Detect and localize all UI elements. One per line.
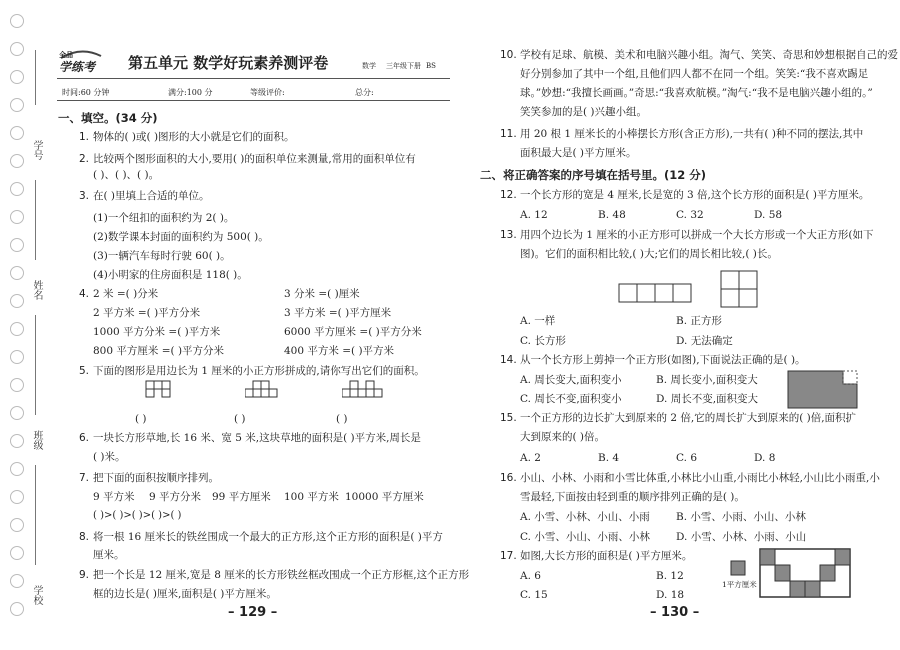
binding-hole — [10, 378, 24, 392]
full-score-info: 满分:100 分 — [168, 88, 213, 97]
q15-option-b: B. 4 — [598, 452, 620, 464]
q4-number: 4. — [79, 288, 90, 300]
section-1-title: 一、填空。(34 分) — [58, 111, 158, 125]
q11-text-line2: 面积最大是( )平方厘米。 — [520, 147, 637, 159]
binding-hole — [10, 126, 24, 140]
binding-hole — [10, 490, 24, 504]
q4-cell: 2 米 =( )分米 — [93, 288, 159, 300]
q12-option-d: D. 58 — [754, 209, 783, 221]
q12-option-a: A. 12 — [520, 209, 548, 221]
binding-hole — [10, 322, 24, 336]
q15-text-line1: 一个正方形的边长扩大到原来的 2 倍,它的周长扩大到原来的( )倍,面积扩 — [520, 412, 857, 424]
q13-figure — [618, 270, 778, 310]
q10-text-line: 笑笑参加的是( )兴趣小组。 — [520, 106, 648, 118]
logo-top-text: 全品 — [59, 51, 73, 59]
q6-text-line2: ( )米。 — [93, 451, 126, 463]
edition-label: BS — [426, 62, 436, 70]
q14-option-a: A. 周长变大,面积变小 — [520, 374, 622, 386]
q14-text: 从一个长方形上剪掉一个正方形(如图),下面说法正确的是( )。 — [520, 354, 806, 366]
binding-hole — [10, 602, 24, 616]
q11-number: 11. — [500, 128, 517, 140]
q12-text: 一个长方形的宽是 4 厘米,长是宽的 3 倍,这个长方形的面积是( )平方厘米。 — [520, 189, 870, 201]
q3-item: (1)一个纽扣的面积约为 2( )。 — [93, 212, 235, 224]
q13-text-line2: 图)。它们的面积相比较,( )大;它们的周长相比较,( )长。 — [520, 248, 778, 260]
binding-hole — [10, 546, 24, 560]
q5-answer-blank: ( ) — [234, 413, 246, 425]
q15-option-a: A. 2 — [520, 452, 541, 464]
binding-hole — [10, 70, 24, 84]
q16-text-line1: 小山、小林、小雨和小雪比体重,小林比小山重,小雨比小林轻,小山比小雨重,小 — [520, 472, 880, 484]
q17-option-a: A. 6 — [520, 570, 541, 582]
binding-hole — [10, 518, 24, 532]
page-number-right: – 130 – — [650, 605, 700, 620]
q13-number: 13. — [500, 229, 517, 241]
q17-text: 如图,大长方形的面积是( )平方厘米。 — [520, 550, 693, 562]
binding-hole — [10, 462, 24, 476]
q4-cell: 6000 平方厘米 =( )平方分米 — [284, 326, 422, 338]
q15-option-c: C. 6 — [676, 452, 698, 464]
q17-option-d: D. 18 — [656, 589, 685, 601]
grade-label: 三年级下册 — [386, 62, 421, 70]
q2-number: 2. — [79, 153, 90, 165]
q3-intro: 在( )里填上合适的单位。 — [93, 190, 210, 202]
q16-option-d: D. 小雪、小林、小雨、小山 — [676, 531, 807, 543]
q10-text-line: 学校有足球、航模、美术和电脑兴趣小组。淘气、笑笑、奇思和妙想根据自己的爱 — [520, 49, 898, 61]
time-info: 时间:60 分钟 — [62, 88, 110, 97]
q5-answer-blank: ( ) — [135, 413, 147, 425]
q9-text-line1: 把一个长是 12 厘米,宽是 8 厘米的长方形铁丝框改围成一个正方形框,这个正方形 — [93, 569, 470, 581]
q3-number: 3. — [79, 190, 90, 202]
q5-text: 下面的图形是用边长为 1 厘米的小正方形拼成的,请你写出它们的面积。 — [93, 365, 425, 377]
q8-text-line2: 厘米。 — [93, 549, 125, 561]
page-number-left: – 129 – — [228, 605, 278, 620]
q5-figure-1 — [142, 380, 182, 400]
q7-order-blanks: ( )>( )>( )>( )>( ) — [93, 510, 182, 521]
q10-text-line: 球。”妙想:“我擅长画画。”奇思:“我喜欢航模。”淘气:“我不是电脑兴趣小组的。” — [520, 87, 873, 99]
q7-value: 100 平方米 — [284, 491, 339, 503]
binding-hole — [10, 42, 24, 56]
q3-item: (4)小明家的住房面积是 118( )。 — [93, 269, 248, 281]
q17-option-b: B. 12 — [656, 570, 684, 582]
q16-number: 16. — [500, 472, 517, 484]
binding-hole — [10, 350, 24, 364]
q5-answer-blank: ( ) — [336, 413, 348, 425]
q7-number: 7. — [79, 472, 90, 484]
q15-option-d: D. 8 — [754, 452, 776, 464]
q16-option-c: C. 小雪、小山、小雨、小林 — [520, 531, 650, 543]
binding-hole — [10, 182, 24, 196]
q4-cell: 400 平方米 =( )平方米 — [284, 345, 395, 357]
q5-figure-3 — [342, 380, 392, 400]
q16-option-b: B. 小雪、小雨、小山、小林 — [676, 511, 806, 523]
q12-number: 12. — [500, 189, 517, 201]
binding-line — [35, 315, 36, 415]
subject-label: 数学 — [362, 62, 376, 70]
q5-number: 5. — [79, 365, 90, 377]
class-label: 班级 — [31, 430, 42, 450]
header-rule-bottom — [57, 100, 450, 101]
q12-option-b: B. 48 — [598, 209, 626, 221]
q13-option-d: D. 无法确定 — [676, 335, 733, 347]
q2-text-line2: ( )、( )、( )。 — [93, 169, 160, 181]
binding-hole — [10, 14, 24, 28]
binding-hole — [10, 406, 24, 420]
q17-figure — [726, 546, 856, 601]
q5-figure-2 — [245, 380, 285, 400]
publisher-logo — [57, 48, 105, 74]
q3-item: (3)一辆汽车每时行驶 60( )。 — [93, 250, 231, 262]
section-2-title: 二、将正确答案的序号填在括号里。(12 分) — [480, 168, 707, 182]
q10-text-line: 好分别参加了其中一个组,且他们四人都不在同一个组。笑笑:“我不喜欢踢足 — [520, 68, 869, 80]
q7-value: 10000 平方厘米 — [345, 491, 424, 503]
q4-cell: 1000 平方分米 =( )平方米 — [93, 326, 221, 338]
q2-text-line1: 比较两个图形面积的大小,要用( )的面积单位来测量,常用的面积单位有 — [93, 153, 416, 165]
q14-figure — [787, 370, 859, 410]
binding-hole — [10, 210, 24, 224]
binding-line — [35, 465, 36, 565]
q1-text: 物体的( )或( )图形的大小就是它们的面积。 — [93, 131, 295, 143]
q8-number: 8. — [79, 531, 90, 543]
q9-text-line2: 框的边长是( )厘米,面积是( )平方厘米。 — [93, 588, 277, 600]
logo-main-text: 学练考 — [59, 60, 96, 74]
q17-number: 17. — [500, 550, 517, 562]
q1-number: 1. — [79, 131, 90, 143]
q11-text-line1: 用 20 根 1 厘米长的小棒摆长方形(含正方形),一共有( )种不同的摆法,其中 — [520, 128, 864, 140]
student-id-label: 学号 — [31, 140, 42, 160]
rating-label: 等级评价: — [250, 88, 285, 97]
q15-number: 15. — [500, 412, 517, 424]
q13-option-c: C. 长方形 — [520, 335, 566, 347]
q17-unit-label: 1平方厘米 — [722, 580, 757, 589]
q7-text: 把下面的面积按顺序排列。 — [93, 472, 219, 484]
q4-cell: 3 平方米 =( )平方厘米 — [284, 307, 392, 319]
name-label: 姓名 — [31, 280, 42, 300]
binding-hole — [10, 434, 24, 448]
binding-hole — [10, 574, 24, 588]
q4-cell: 2 平方米 =( )平方分米 — [93, 307, 201, 319]
q14-option-d: D. 周长不变,面积变大 — [656, 393, 759, 405]
binding-hole — [10, 154, 24, 168]
q7-value: 99 平方厘米 — [212, 491, 271, 503]
q13-option-a: A. 一样 — [520, 315, 556, 327]
q8-text-line1: 将一根 16 厘米长的铁丝围成一个最大的正方形,这个正方形的面积是( )平方 — [93, 531, 443, 543]
total-score-label: 总分: — [355, 88, 374, 97]
binding-line — [35, 50, 36, 105]
q10-number: 10. — [500, 49, 517, 61]
header-rule-top — [57, 78, 450, 79]
q9-number: 9. — [79, 569, 90, 581]
q4-cell: 3 分米 =( )厘米 — [284, 288, 360, 300]
binding-hole — [10, 266, 24, 280]
q15-text-line2: 大到原来的( )倍。 — [520, 431, 606, 443]
q13-text-line1: 用四个边长为 1 厘米的小正方形可以拼成一个大长方形或一个大正方形(如下 — [520, 229, 874, 241]
q14-option-c: C. 周长不变,面积变小 — [520, 393, 622, 405]
binding-hole — [10, 238, 24, 252]
q17-option-c: C. 15 — [520, 589, 548, 601]
q7-value: 9 平方米 — [93, 491, 135, 503]
q16-text-line2: 雪最轻,下面按由轻到重的顺序排列正确的是( )。 — [520, 491, 745, 503]
q14-option-b: B. 周长变小,面积变大 — [656, 374, 758, 386]
q6-number: 6. — [79, 432, 90, 444]
q3-item: (2)数学课本封面的面积约为 500( )。 — [93, 231, 269, 243]
binding-hole — [10, 98, 24, 112]
q13-option-b: B. 正方形 — [676, 315, 722, 327]
q7-value: 9 平方分米 — [149, 491, 202, 503]
q14-number: 14. — [500, 354, 517, 366]
q6-text-line1: 一块长方形草地,长 16 米、宽 5 米,这块草地的面积是( )平方米,周长是 — [93, 432, 421, 444]
binding-hole — [10, 294, 24, 308]
q4-cell: 800 平方厘米 =( )平方分米 — [93, 345, 225, 357]
q16-option-a: A. 小雪、小林、小山、小雨 — [520, 511, 650, 523]
q12-option-c: C. 32 — [676, 209, 704, 221]
page-title: 第五单元 数学好玩素养测评卷 — [128, 54, 329, 72]
binding-line — [35, 180, 36, 260]
school-label: 学校 — [31, 585, 42, 605]
